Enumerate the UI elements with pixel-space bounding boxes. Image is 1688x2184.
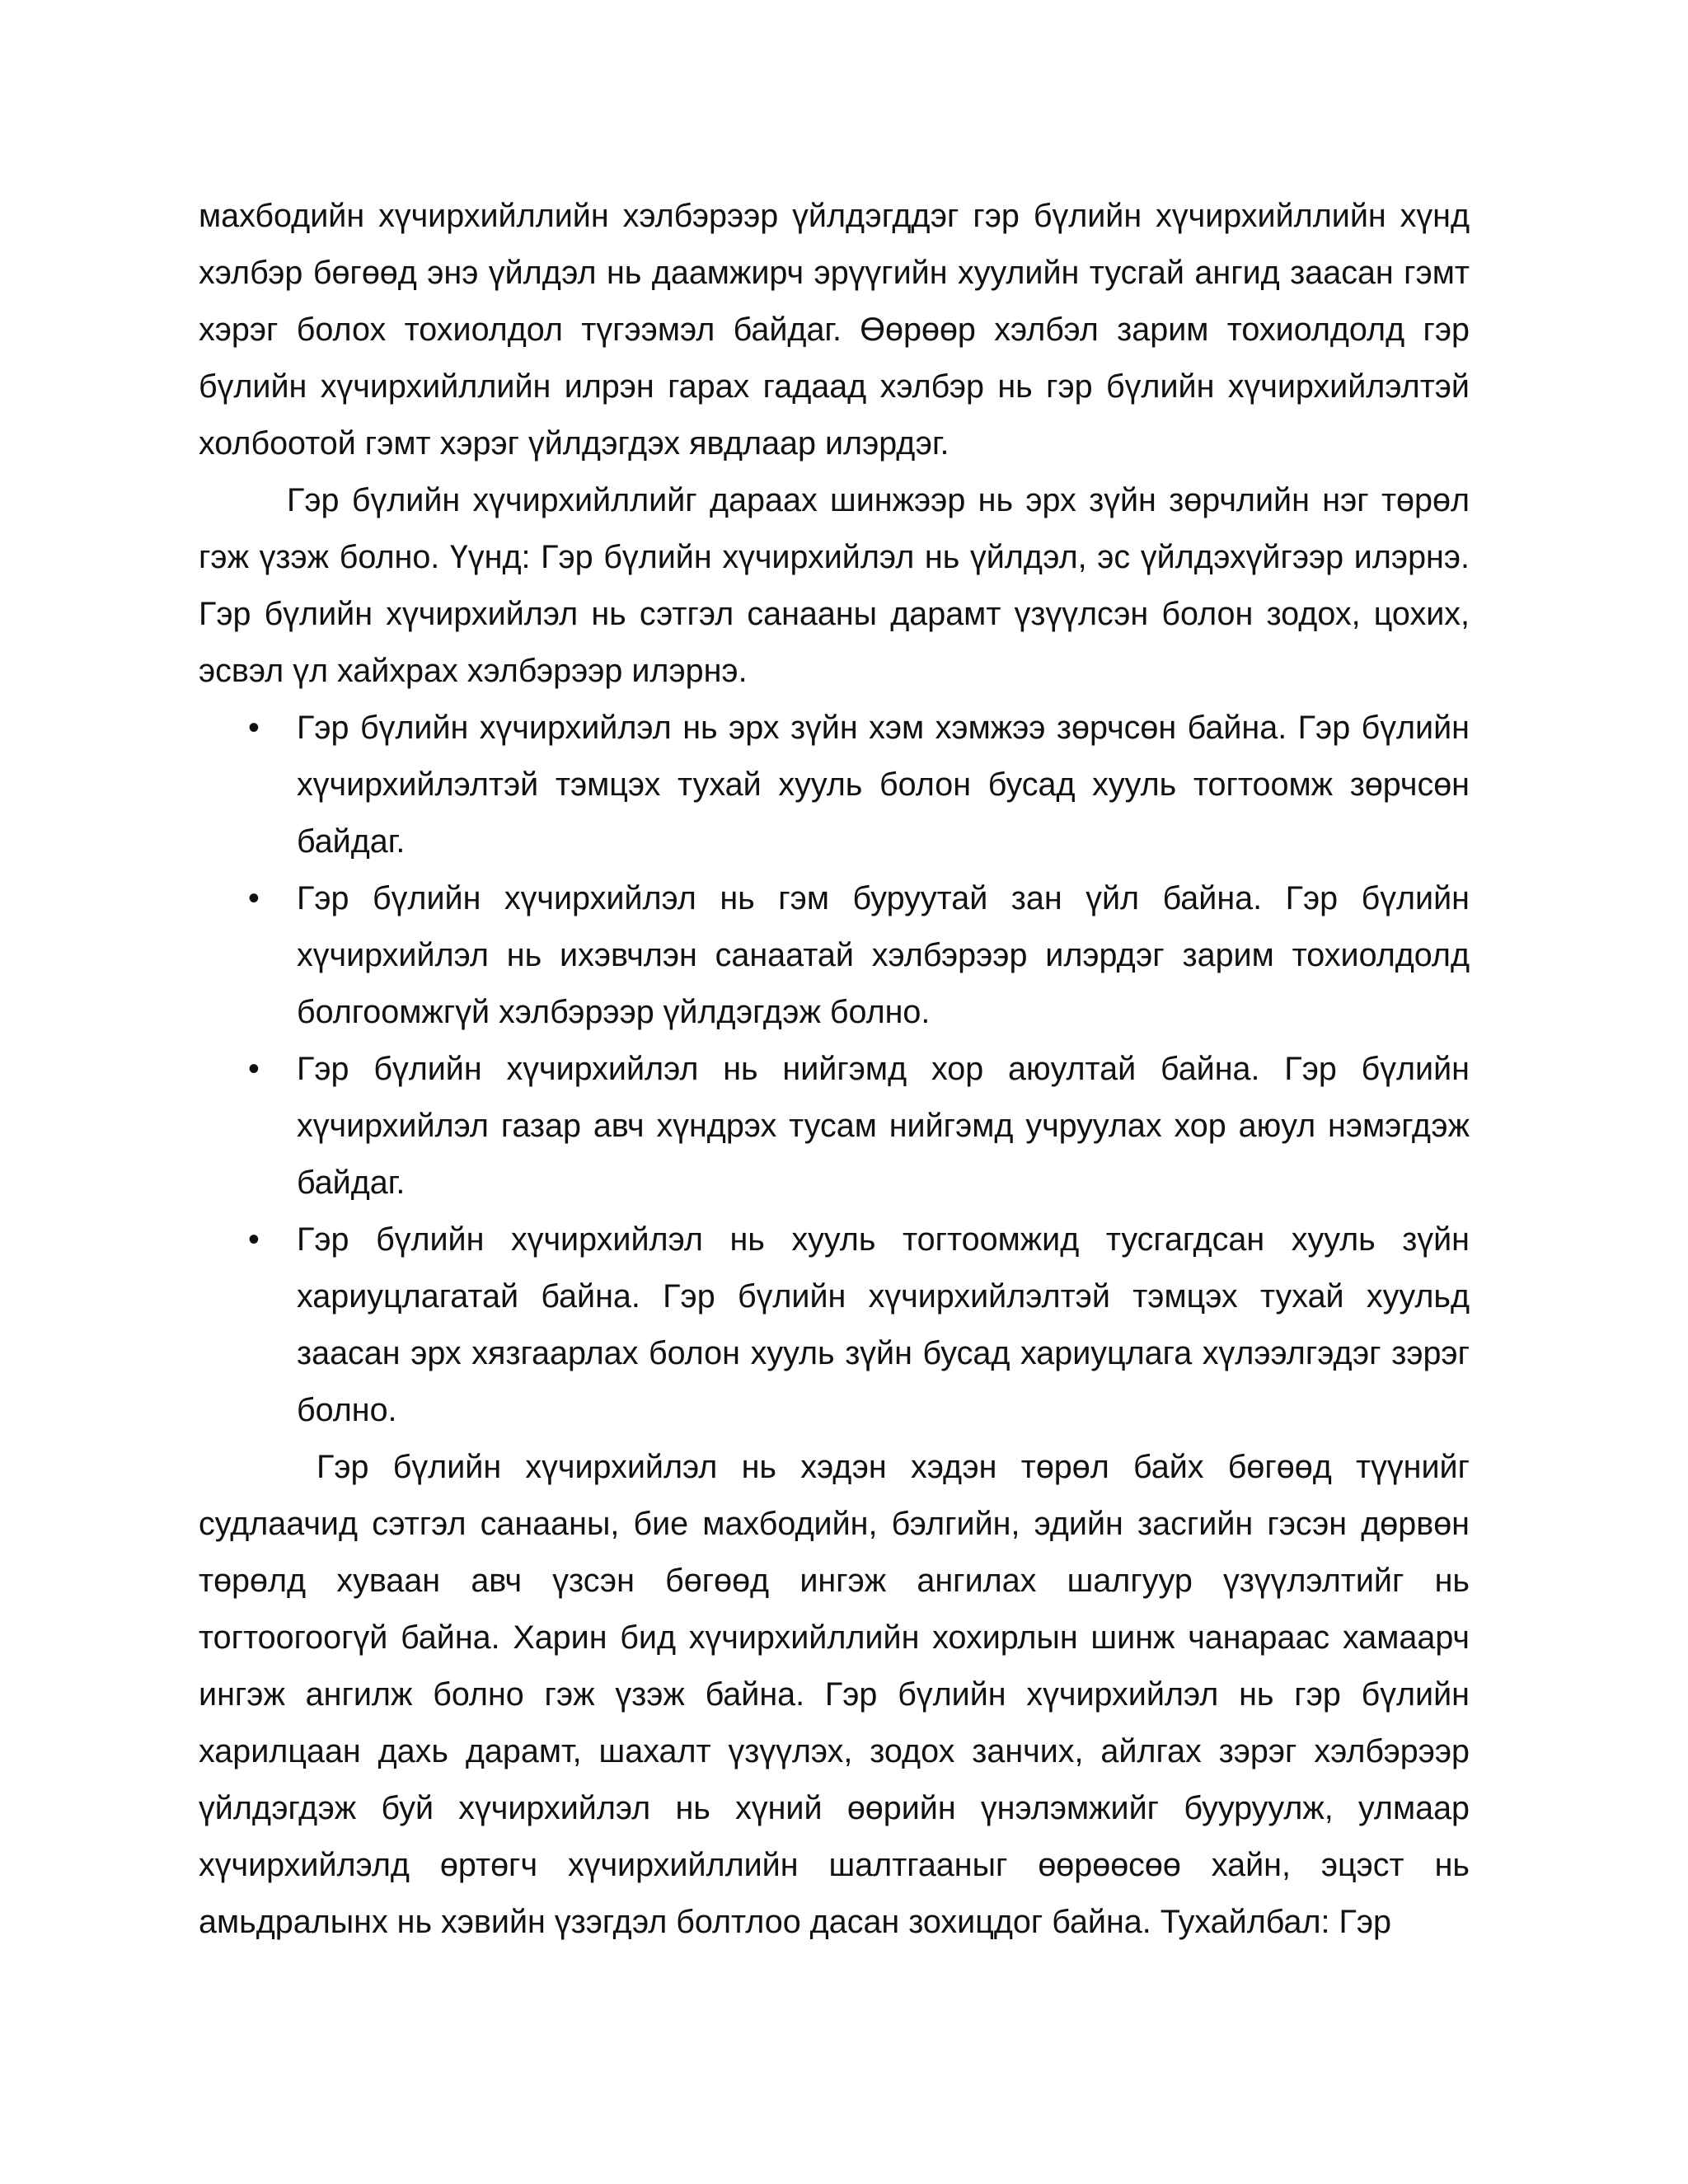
document-body [199, 188, 1470, 1951]
list-item [199, 700, 1470, 870]
characteristics-bullet-list [199, 700, 1470, 1439]
list-item-text: Гэр бүлийн хүчирхийлэл нь гэм буруутай зан үйл байна. Гэр бүлийн хүчирхийлэл нь ихэвчлэн санаатай хэлбэрээр илэрдэг зарим тохиолдолд болгоомжгүй хэлбэрээр үйлдэгдэж болно. [297, 880, 1470, 1030]
paragraph-characteristics-intro: Гэр бүлийн хүчирхийллийг дараах шинжээр нь эрх зүйн зөрчлийн нэг төрөл гэж үзэж болно. Үүнд: Гэр бүлийн хүчирхийлэл нь үйлдэл, эс үйлдэхүйгээр илэрнэ. Гэр бүлийн хүчирхийлэл нь сэтгэл санааны дарамт үзүүлсэн болон зодох, цохих, эсвэл үл хайхрах хэлбэрээр илэрнэ. [199, 482, 1470, 689]
bullet-icon: • [248, 880, 260, 916]
bullet-icon: • [248, 1051, 260, 1087]
list-item-text: Гэр бүлийн хүчирхийлэл нь нийгэмд хор аюултай байна. Гэр бүлийн хүчирхийлэл газар авч хүндрэх тусам нийгэмд учруулах хор аюул нэмэгдэж байдаг. [297, 1051, 1470, 1201]
list-item-text: Гэр бүлийн хүчирхийлэл нь хууль тогтоомжид тусгагдсан хууль зүйн хариуцлагатай байна. Гэр бүлийн хүчирхийлэлтэй тэмцэх тухай хуульд заасан эрх хязгаарлах болон хууль зүйн бусад хариуцлага хүлээлгэдэг зэрэг болно. [297, 1221, 1470, 1428]
paragraph-types-of-violence: Гэр бүлийн хүчирхийлэл нь хэдэн хэдэн төрөл байх бөгөөд түүнийг судлаачид сэтгэл санааны, бие махбодийн, бэлгийн, эдийн засгийн гэсэн дөрвөн төрөлд хуваан авч үзсэн бөгөөд ингэж ангилах шалгуур үзүүлэлтийг нь тогтоогоогүй байна. Харин бид хүчирхийллийн хохирлын шинж чанараас хамаарч ингэж ангилж болно гэж үзэж байна. Гэр бүлийн хүчирхийлэл нь гэр бүлийн харилцаан дахь дарамт, шахалт үзүүлэх, зодох занчих, айлгах зэрэг хэлбэрээр үйлдэгдэж буй хүчирхийлэл нь хүний өөрийн үнэлэмжийг бууруулж, улмаар хүчирхийлэлд өртөгч хүчирхийллийн шалтгааныг өөрөөсөө хайн, эцэст нь амьдралынх нь хэвийн үзэгдэл болтлоо дасан зохицдог байна. Тухайлбал: Гэр [199, 1449, 1470, 1940]
list-item [199, 1041, 1470, 1212]
paragraph-continuation: махбодийн хүчирхийллийн хэлбэрээр үйлдэгддэг гэр бүлийн хүчирхийллийн хүнд хэлбэр бөгөөд энэ үйлдэл нь даамжирч эрүүгийн хуулийн тусгай ангид заасан гэмт хэрэг болох тохиолдол түгээмэл байдаг. Өөрөөр хэлбэл зарим тохиолдолд гэр бүлийн хүчирхийллийн илрэн гарах гадаад хэлбэр нь гэр бүлийн хүчирхийлэлтэй холбоотой гэмт хэрэг үйлдэгдэх явдлаар илэрдэг. [199, 198, 1470, 462]
bullet-icon: • [248, 710, 260, 746]
list-item [199, 870, 1470, 1041]
bullet-icon: • [248, 1221, 260, 1258]
list-item [199, 1212, 1470, 1439]
list-item-text: Гэр бүлийн хүчирхийлэл нь эрх зүйн хэм хэмжээ зөрчсөн байна. Гэр бүлийн хүчирхийлэлтэй тэмцэх тухай хууль болон бусад хууль тогтоомж зөрчсөн байдаг. [297, 710, 1470, 860]
